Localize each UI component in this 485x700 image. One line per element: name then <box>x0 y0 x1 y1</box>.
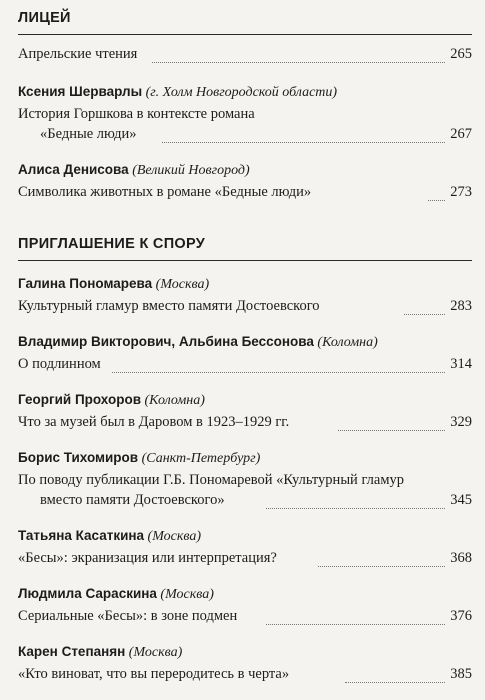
author-place: (Великий Новгород) <box>132 163 250 178</box>
toc-entry-title: О подлинном <box>18 356 101 372</box>
toc-entry-page: 267 <box>450 126 472 142</box>
toc-entry-author <box>18 450 260 467</box>
toc-entry-title: Сериальные «Бесы»: в зоне подмен <box>18 608 238 624</box>
author-name: Карен Степанян <box>18 644 126 659</box>
toc-entry-title: «Бесы»: экранизация или интерпретация? <box>18 550 277 566</box>
section-divider <box>18 34 472 35</box>
author-name: Борис Тихомиров <box>18 450 139 465</box>
author-place: (Санкт-Петербург) <box>141 451 261 466</box>
toc-entry-page: 283 <box>450 298 472 314</box>
toc-entry-page: 376 <box>450 608 472 624</box>
toc-entry-title: Символика животных в романе «Бедные люди» <box>18 184 312 200</box>
toc-entry-author <box>18 276 209 293</box>
leader-dots <box>404 314 445 315</box>
author-place: (Москва) <box>160 587 214 602</box>
toc-entry-title: История Горшкова в контексте романа <box>18 106 255 122</box>
author-place: (Коломна) <box>317 335 378 350</box>
section-divider <box>18 260 472 261</box>
leader-dots <box>428 200 445 201</box>
toc-entry-author <box>18 586 214 603</box>
toc-entry-page: 314 <box>450 356 472 372</box>
leader-dots <box>345 682 445 683</box>
toc-entry-title: Культурный гламур вместо памяти Достоевского <box>18 298 320 314</box>
author-place: (Коломна) <box>144 393 205 408</box>
toc-entry-title: «Кто виноват, что вы переродитесь в черта» <box>18 666 290 682</box>
author-name: Людмила Сараскина <box>18 586 157 601</box>
toc-entry-page: 345 <box>450 492 472 508</box>
leader-dots <box>112 372 445 373</box>
author-name: Ксения Шерварлы <box>18 84 143 99</box>
toc-entry-title-continued: «Бедные люди» <box>40 126 137 142</box>
author-name: Галина Пономарева <box>18 276 153 291</box>
leader-dots <box>318 566 445 567</box>
section-title: ПРИГЛАШЕНИЕ К СПОРУ <box>18 236 206 252</box>
author-name: Алиса Денисова <box>18 162 129 177</box>
toc-entry-title: По поводу публикации Г.Б. Пономаревой «Культурный гламур <box>18 472 404 488</box>
author-place: (г. Холм Новгородской области) <box>145 85 338 100</box>
toc-entry-author <box>18 334 378 351</box>
toc-entry-page: 265 <box>450 46 472 62</box>
toc-entry-author <box>18 528 201 545</box>
author-name: Владимир Викторович, Альбина Бессонова <box>18 334 314 349</box>
leader-dots <box>266 508 445 509</box>
toc-entry-author <box>18 162 250 179</box>
author-place: (Москва) <box>128 645 183 660</box>
section-title: ЛИЦЕЙ <box>18 10 71 26</box>
leader-dots <box>266 624 445 625</box>
toc-entry-author <box>18 84 337 101</box>
toc-entry-author <box>18 644 182 661</box>
toc-entry-page: 329 <box>450 414 472 430</box>
toc-entry-page: 368 <box>450 550 472 566</box>
toc-entry-page: 273 <box>450 184 472 200</box>
leader-dots <box>162 142 445 143</box>
author-name: Георгий Прохоров <box>18 392 142 407</box>
toc-entry-title: Апрельские чтения <box>18 46 138 62</box>
author-name: Татьяна Касаткина <box>18 528 145 543</box>
author-place: (Москва) <box>147 529 202 544</box>
toc-entry-author <box>18 392 205 409</box>
toc-entry-title-continued: вместо памяти Достоевского» <box>40 492 225 508</box>
toc-entry-page: 385 <box>450 666 472 682</box>
toc-entry-title: Что за музей был в Даровом в 1923–1929 гг. <box>18 414 290 430</box>
author-place: (Москва) <box>155 277 210 292</box>
leader-dots <box>152 62 445 63</box>
leader-dots <box>338 430 445 431</box>
